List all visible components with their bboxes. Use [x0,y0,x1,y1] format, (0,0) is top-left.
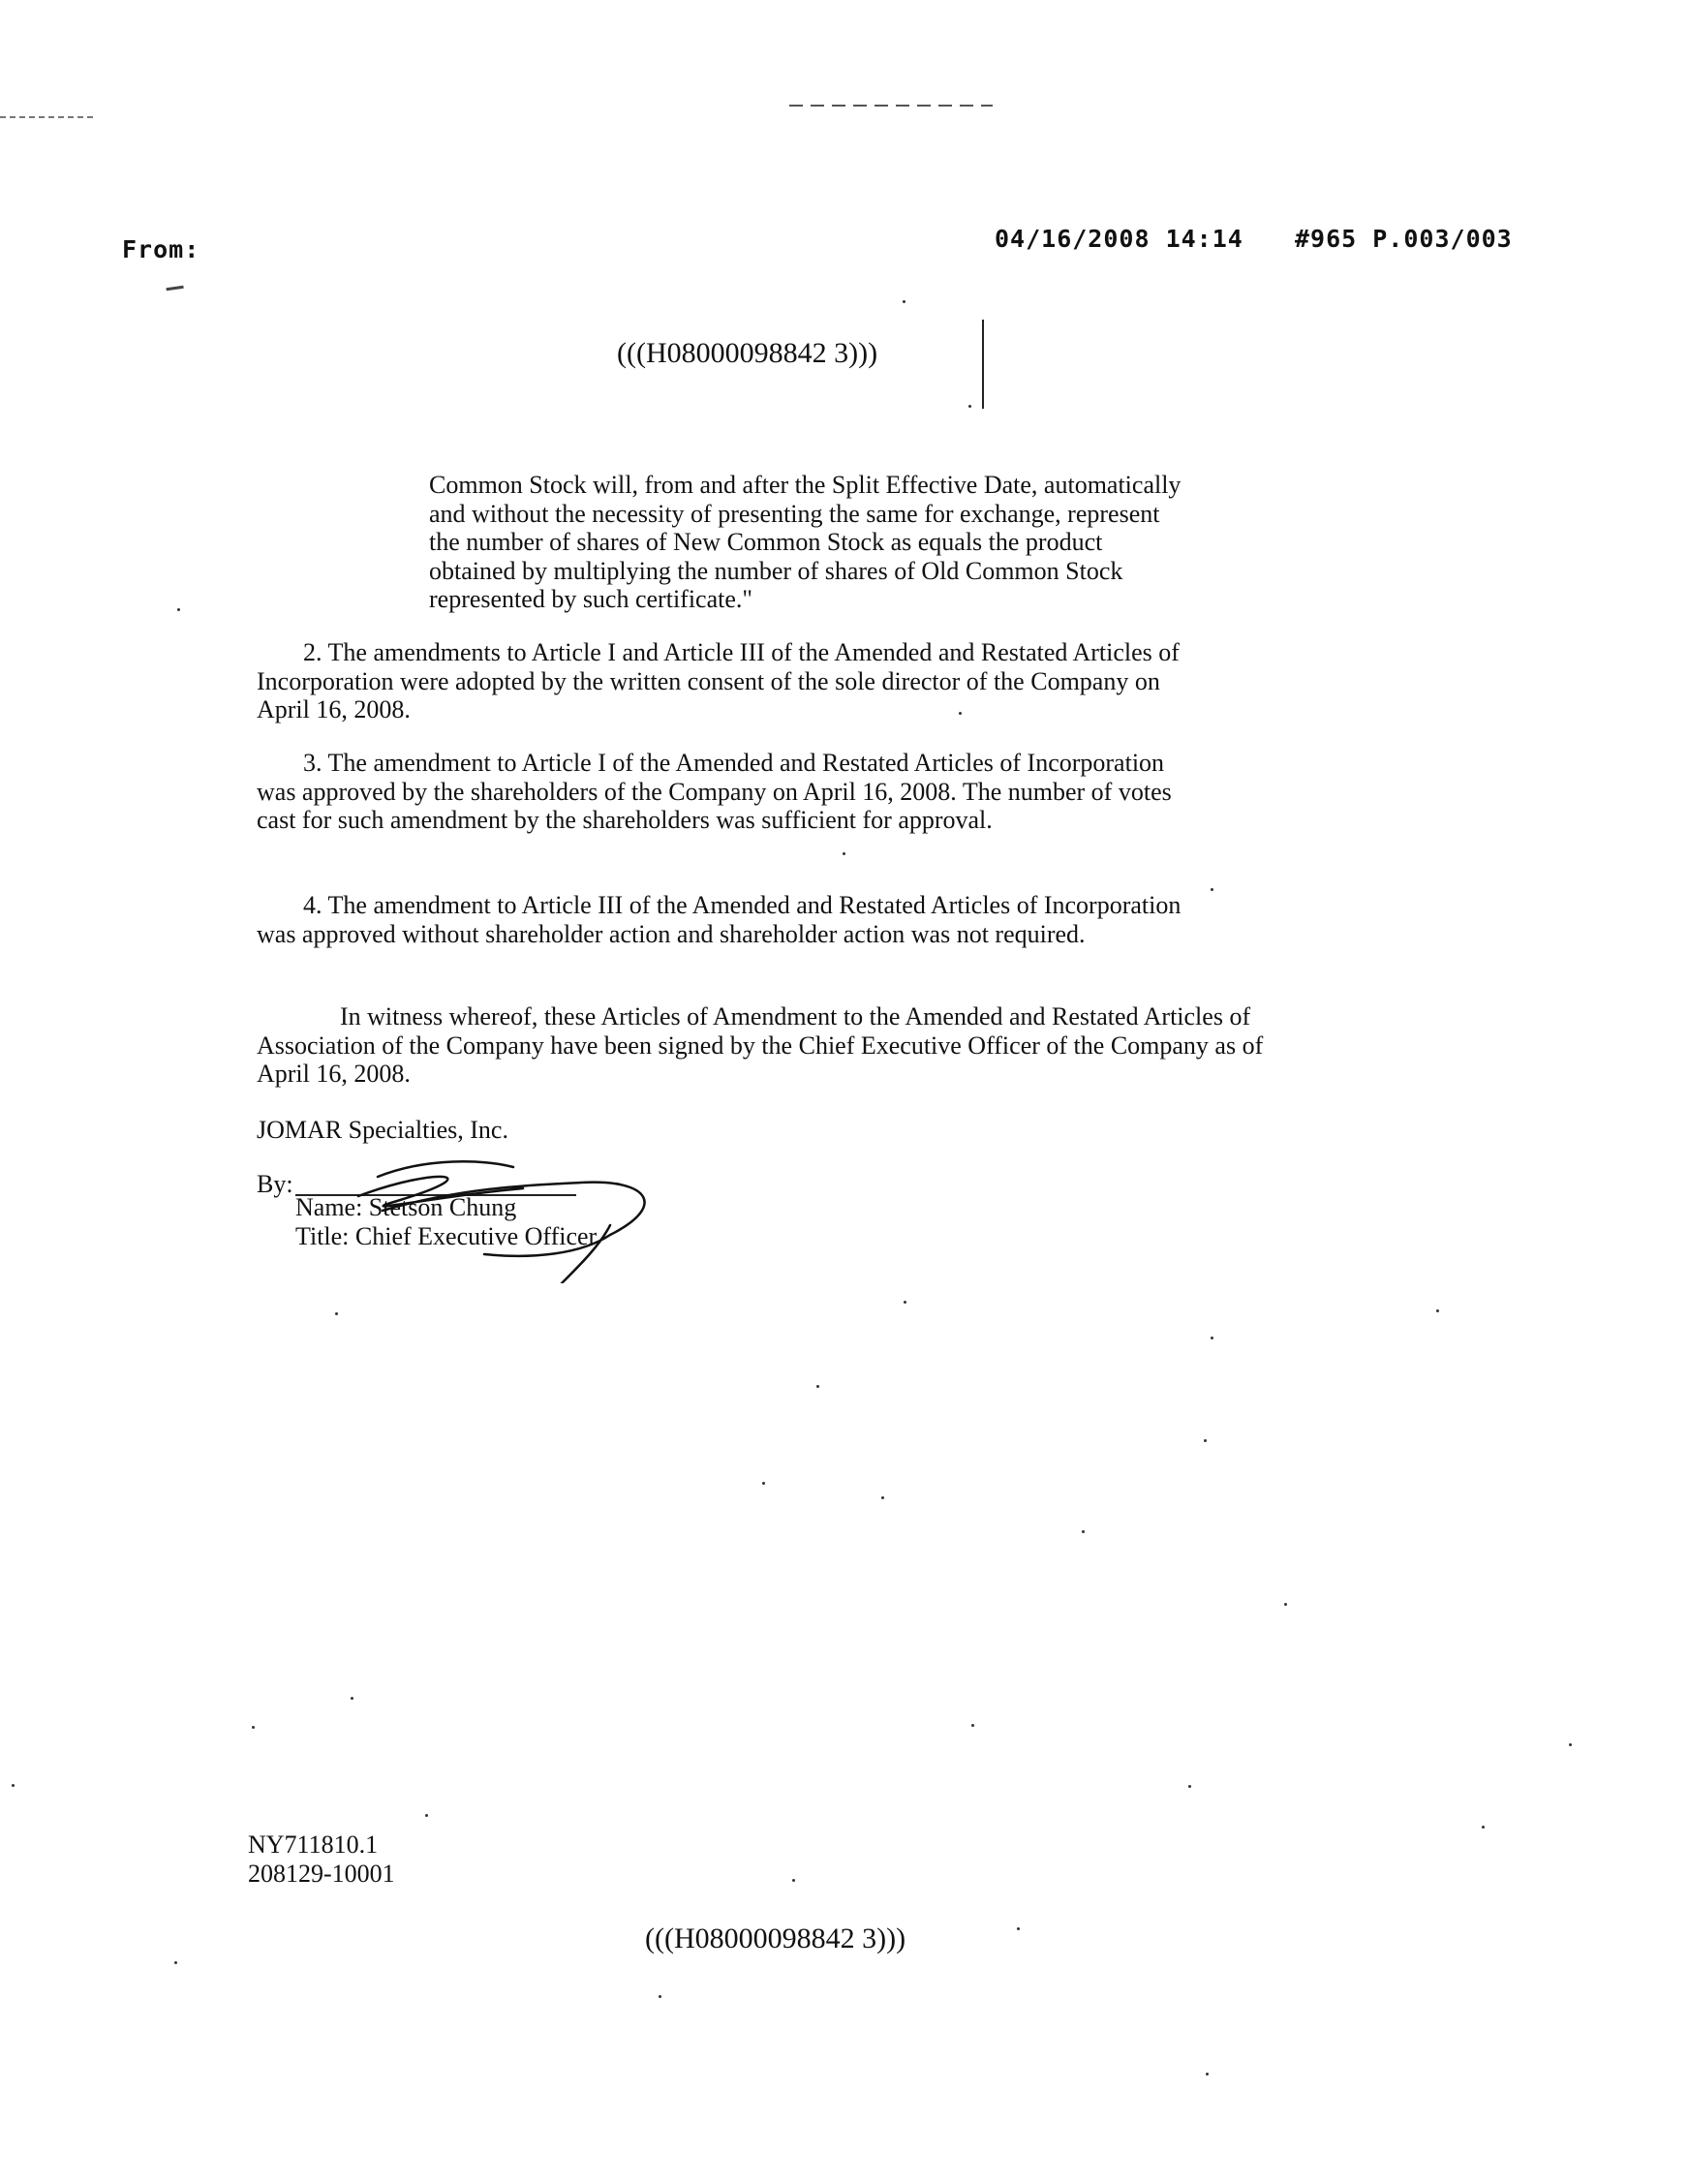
paragraph-3: 3. The amendment to Article I of the Amended and Restated Articles of Incorporation was approved by the shareholders of the Company on April 16, 2008. The number of votes cast for such amendment by the shareholders was sufficient for approval. [257,749,1172,834]
matter-number: 208129-10001 [248,1860,395,1888]
signatory-name: Name: Stetson Chung [295,1193,517,1221]
continuation-paragraph: Common Stock will, from and after the Split Effective Date, automatically and without the necessity of presenting the same for exchange, represent the number of shares of New Common Stock as equals the product obtained by multiplying the number of shares of Old Common Stock represented by such certificate." [429,471,1182,613]
scan-artifact-top [789,105,993,107]
fax-datetime: 04/16/2008 14:14 [995,225,1243,253]
paragraph-2: 2. The amendments to Article I and Article III of the Amended and Restated Articles of Incorporation were adopted by the written consent of the sole director of the Company on April 16, 2008. [257,638,1180,723]
filing-reference-bottom: (((H08000098842 3))) [645,1923,906,1954]
by-label: By: [257,1170,293,1198]
fax-from-label: From: [122,235,200,263]
signatory-title: Title: Chief Executive Officer [295,1222,598,1250]
vertical-bar-mark [982,320,984,409]
filing-reference-top: (((H08000098842 3))) [617,337,878,369]
company-name: JOMAR Specialties, Inc. [257,1116,508,1144]
scan-artifact-corner [166,286,184,296]
scan-artifact-left [0,116,97,118]
witness-paragraph: In witness whereof, these Articles of Amendment to the Amended and Restated Articles of Association of the Company have been signed by the Chief Executive Officer of the Company as of April 16, 2008. [257,1002,1264,1088]
paragraph-4: 4. The amendment to Article III of the Amended and Restated Articles of Incorporation was approved without shareholder action and shareholder action was not required. [257,891,1182,948]
document-id: NY711810.1 [248,1830,379,1859]
fax-page-info: #965 P.003/003 [1295,225,1513,253]
